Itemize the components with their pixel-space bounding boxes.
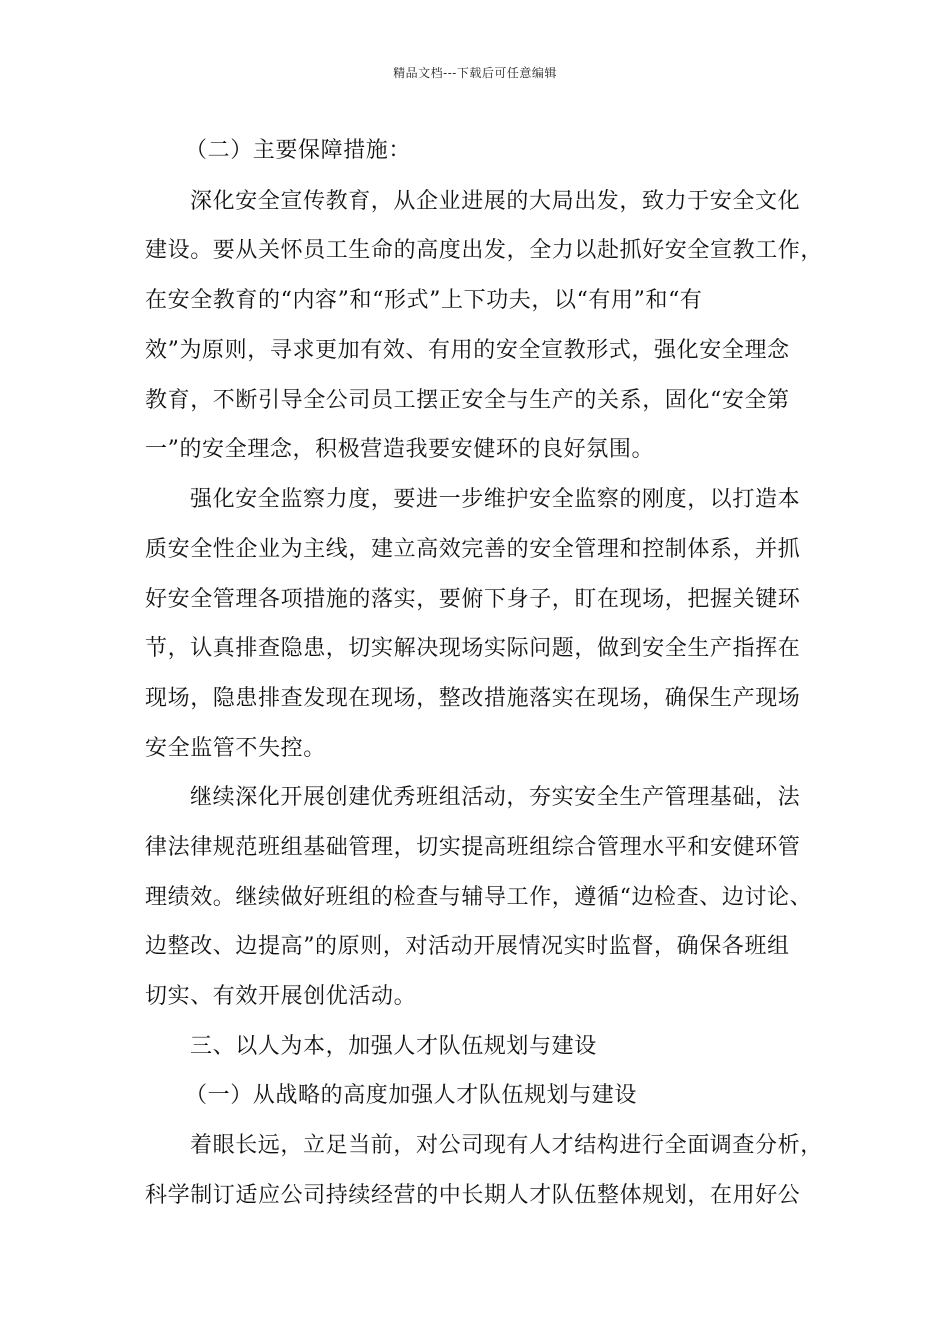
paragraph-line: 教育，不断引导全公司员工摆正安全与生产的关系，固化“安全第 [145,388,790,413]
paragraph-line: 律法律规范班组基础管理，切实提高班组综合管理水平和安健环管 [145,835,801,860]
paragraph-line: 安全监管不失控。 [145,736,326,761]
paragraph-line: 边整改、边提高”的原则，对活动开展情况实时监督，确保各班组 [145,934,790,959]
paragraph-line: 在安全教育的“内容”和“形式”上下功夫，以“有用”和“有 [145,288,703,313]
page-header: 精品文档---下载后可任意编辑 [393,66,557,80]
paragraph-line: 深化安全宣传教育，从企业进展的大局出发，致力于安全文化 [190,189,801,214]
paragraph-line: 建设。要从关怀员工生命的高度出发，全力以赴抓好安全宣教工作， [145,238,824,263]
paragraph-line: 现场，隐患排查发现在现场，整改措施落实在现场，确保生产现场 [145,686,801,711]
paragraph-line: 科学制订适应公司持续经营的中长期人才队伍整体规划，在用好公 [145,1183,801,1208]
paragraph-line: 着眼长远，立足当前，对公司现有人才结构进行全面调查分析， [190,1133,823,1158]
paragraph-line: 强化安全监察力度，要进一步维护安全监察的刚度，以打造本 [190,487,801,512]
paragraph-line: 一”的安全理念，积极营造我要安健环的良好氛围。 [145,437,655,462]
paragraph-line: 继续深化开展创建优秀班组活动，夯实安全生产管理基础，法 [190,785,801,810]
paragraph-line: 切实、有效开展创优活动。 [145,984,417,1009]
subheading-strategy: （一）从战略的高度加强人才队伍规划与建设 [185,1083,638,1108]
section-heading: 三、以人为本，加强人才队伍规划与建设 [190,1034,597,1059]
paragraph-line: 节，认真排查隐患，切实解决现场实际问题，做到安全生产指挥在 [145,636,801,661]
subheading-measures: （二）主要保障措施： [185,138,412,163]
paragraph-line: 质安全性企业为主线，建立高效完善的安全管理和控制体系，并抓 [145,537,801,562]
paragraph-line: 好安全管理各项措施的落实，要俯下身子，盯在现场，把握关键环 [145,587,801,612]
paragraph-line: 效”为原则，寻求更加有效、有用的安全宣教形式，强化安全理念 [145,338,790,363]
paragraph-line: 理绩效。继续做好班组的检查与辅导工作，遵循“边检查、边讨论、 [145,885,813,910]
